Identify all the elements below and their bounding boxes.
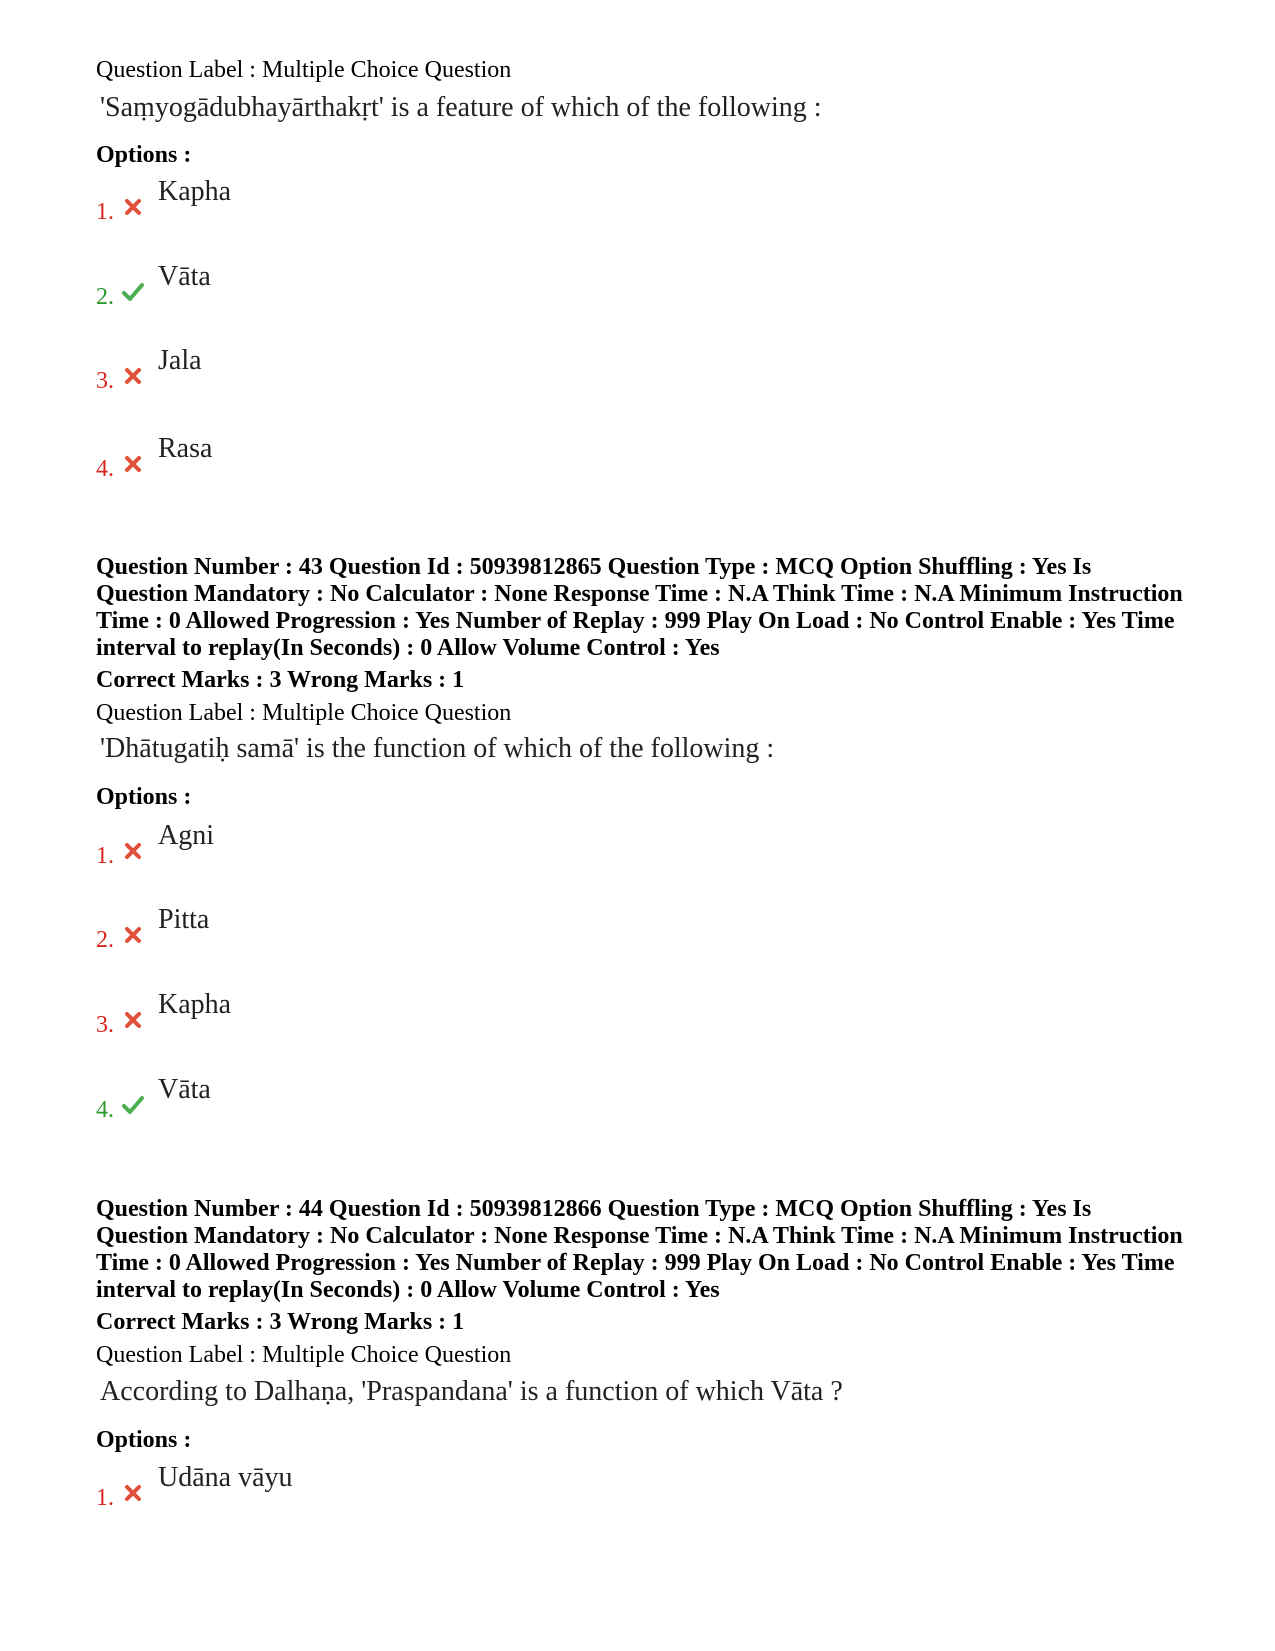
options-heading: Options : [96,784,192,810]
option-text: Kapha [158,989,232,1020]
question-label: Question Label : Multiple Choice Question [96,57,512,83]
question-marks: Correct Marks : 3 Wrong Marks : 1 [96,1309,465,1335]
option-number: 4. [96,1097,114,1123]
question-label: Question Label : Multiple Choice Question [96,700,512,726]
cross-icon [122,365,144,387]
option-text: Jala [158,345,202,376]
question-meta: Question Number : 44 Question Id : 50939812866 Question Type : MCQ Option Shuffling : Yes Is Question Mandatory : No Calculator : None Response Time : N.A Think Time : N.A Minimum Instruction Time : 0 Allowed Progression : Yes Number of Replay : 999 Play On Load : No Control Enable : Yes Time interval to replay(In Seconds) : 0 Allow Volume Control : Yes [96,1196,1183,1303]
question-label: Question Label : Multiple Choice Question [96,1342,512,1368]
option-item [96,820,696,870]
option-number: 1. [96,843,114,869]
option-number: 2. [96,284,114,310]
option-number: 1. [96,1485,114,1511]
option-item [96,176,696,226]
option-item [96,1462,696,1512]
cross-icon [122,840,144,862]
option-text: Kapha [158,176,232,207]
option-text: Udāna vāyu [158,1462,293,1493]
option-item [96,261,696,311]
option-text: Vāta [158,1074,211,1105]
cross-icon [122,924,144,946]
cross-icon [122,196,144,218]
option-text: Pitta [158,904,210,935]
option-text: Agni [158,820,214,851]
option-item [96,989,696,1039]
check-icon [122,1094,144,1116]
option-number: 2. [96,927,114,953]
option-text: Rasa [158,433,213,464]
option-number: 3. [96,1012,114,1038]
options-heading: Options : [96,142,192,168]
option-item [96,345,696,395]
option-number: 4. [96,456,114,482]
cross-icon [122,453,144,475]
option-item [96,433,696,483]
check-icon [122,281,144,303]
option-item [96,1074,696,1124]
cross-icon [122,1482,144,1504]
option-item [96,904,696,954]
option-number: 3. [96,368,114,394]
question-text: According to Dalhaṇa, 'Praspandana' is a function of which Vāta ? [100,1376,843,1407]
options-heading: Options : [96,1427,192,1453]
question-text: 'Dhātugatiḥ samā' is the function of which of the following : [100,733,775,764]
question-marks: Correct Marks : 3 Wrong Marks : 1 [96,667,465,693]
question-meta: Question Number : 43 Question Id : 50939812865 Question Type : MCQ Option Shuffling : Yes Is Question Mandatory : No Calculator : None Response Time : N.A Think Time : N.A Minimum Instruction Time : 0 Allowed Progression : Yes Number of Replay : 999 Play On Load : No Control Enable : Yes Time interval to replay(In Seconds) : 0 Allow Volume Control : Yes [96,554,1183,661]
question-text: 'Saṃyogādubhayārthakṛt' is a feature of which of the following : [100,92,822,123]
option-number: 1. [96,199,114,225]
option-text: Vāta [158,261,211,292]
cross-icon [122,1009,144,1031]
